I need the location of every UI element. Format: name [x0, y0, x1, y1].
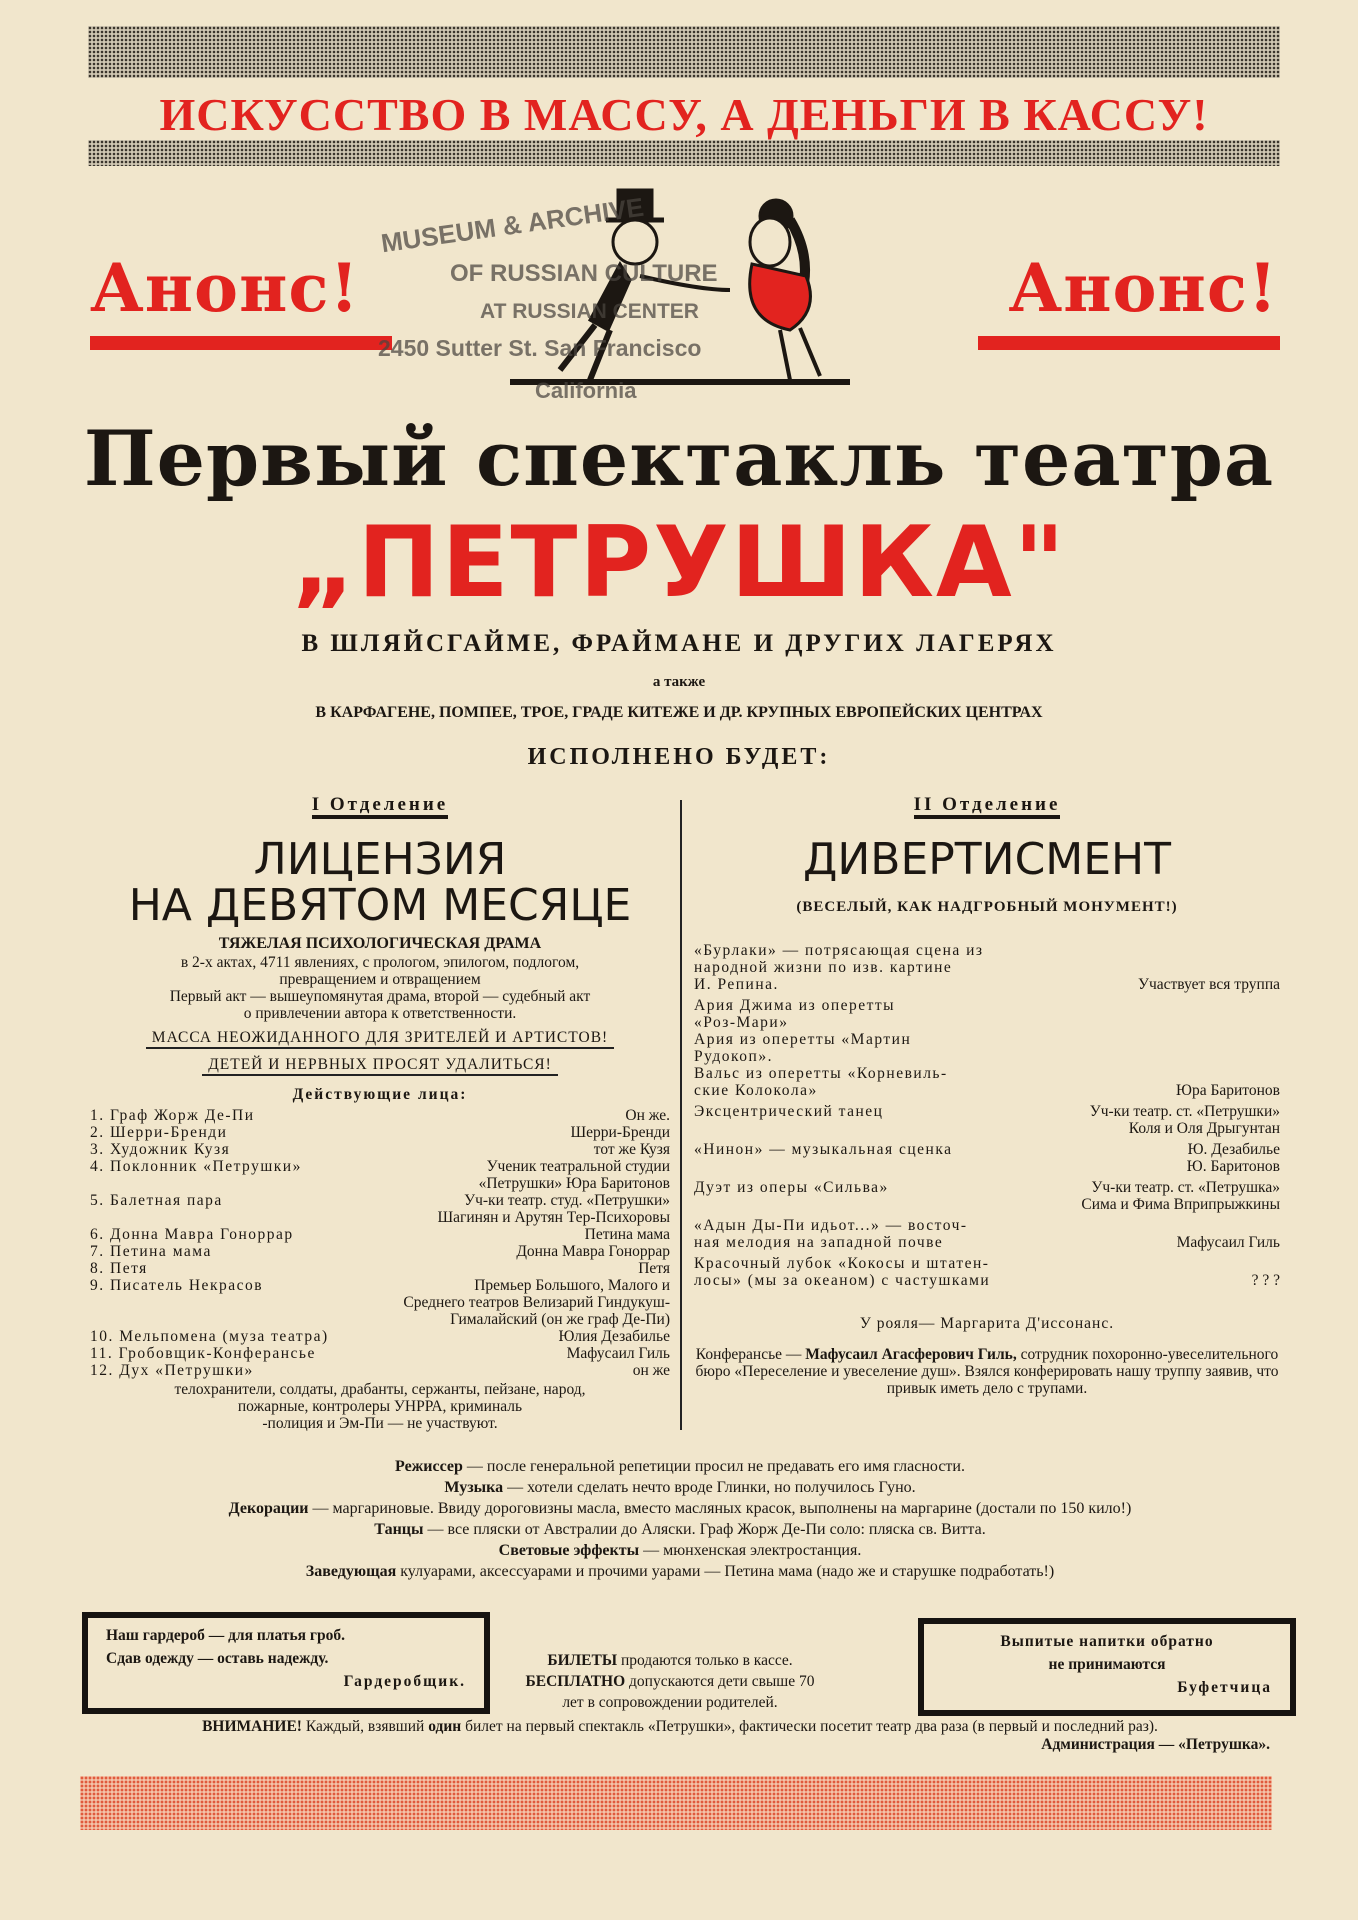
cast-actor: тот же Кузя — [593, 1141, 670, 1158]
column-divider — [680, 800, 682, 1430]
tickets-text: продаются только в кассе. — [620, 1652, 793, 1669]
bottom-dotted-band — [80, 1776, 1272, 1830]
part2-column — [694, 796, 1280, 1397]
stamp-line-4: 2450 Sutter St. San Francisco — [378, 335, 702, 361]
cast-list — [90, 1107, 670, 1379]
anons-right-bar — [978, 336, 1280, 350]
program-performer: Мафусаил Гиль — [1176, 1234, 1280, 1251]
credit-line — [80, 1561, 1280, 1582]
also-text: а также — [652, 674, 706, 690]
slogan: ИСКУССТВО В МАССУ, А ДЕНЬГИ В КАССУ! — [159, 89, 1209, 140]
cast-actor: Донна Мавра Гонорраp — [516, 1243, 670, 1260]
wardrobe-line-2: Сдав одежду — оставь надежду. — [106, 1650, 329, 1667]
cast-role: 7. Петина мама — [90, 1243, 212, 1260]
anons-right: Анонс! — [1008, 249, 1278, 327]
credit-label: Декорации — [228, 1500, 309, 1517]
part1-genre: ТЯЖЕЛАЯ ПСИХОЛОГИЧЕСКАЯ ДРАМА — [218, 935, 542, 952]
tickets-label: БИЛЕТЫ — [547, 1652, 618, 1669]
stamp-line-3: AT RUSSIAN CENTER — [480, 300, 699, 323]
part2-subtitle: (ВЕСЕЛЫЙ, КАК НАДГРОБНЫЙ МОНУМЕНТ!) — [796, 899, 1178, 915]
program-performer: Участвует вся труппа — [1137, 976, 1280, 993]
part1-title-1: ЛИЦЕНЗИЯ — [253, 834, 507, 885]
cast-actor: Юлия Дезабилье — [558, 1328, 670, 1345]
cast-actor: он же — [632, 1362, 670, 1379]
credit-text: — хотели сделать нечто вроде Глинки, но получилось Гуно. — [507, 1479, 916, 1496]
cast-role: 9. Писатель Некрасов — [90, 1277, 264, 1294]
program-act: «Адын Ды-Пи идьот...» — восточ- ная мелодия на западной почве — [694, 1217, 968, 1251]
cast-role: 6. Донна Мавра Гонорраp — [90, 1226, 294, 1243]
top-dotted-band — [88, 26, 1280, 78]
credit-line — [80, 1540, 1280, 1561]
cast-row — [90, 1124, 670, 1141]
credit-text: — все пляски от Австралии до Аляски. Граф Жорж Де-Пи соло: пляска св. Витта. — [427, 1521, 986, 1538]
cast-row — [90, 1192, 670, 1226]
part1-header: I Отделение — [312, 796, 448, 819]
program-performer: Уч-ки театр. ст. «Петрушка» Сима и Фима Вприпрыжкины — [1081, 1179, 1280, 1213]
conferencier-note — [694, 1346, 1280, 1397]
program-act: «Бурлаки» — потрясающая сцена из народной жизни по изв. картине И. Репина. — [694, 942, 984, 993]
program-act: «Нинон» — музыкальная сценка — [694, 1141, 953, 1158]
program-performer: ? ? ? — [1251, 1272, 1280, 1289]
stamp-line-1: MUSEUM & ARCHIVE — [379, 191, 646, 259]
cast-role: 4. Поклонник «Петрушки» — [90, 1158, 302, 1175]
program-row — [694, 1103, 1280, 1137]
piano-credit: У рояля— Маргарита Д'иссонанс. — [859, 1315, 1115, 1332]
drinks-sign: Буфетчица — [1177, 1679, 1272, 1696]
program-act: Ария Джима из оперетты «Роз-Мари» Ария из оперетты «Мартин Рудокоп». Вальс из оперетты «Корневиль- ские Колокола» — [694, 997, 948, 1099]
cast-role: 1. Граф Жорж Де-Пи — [90, 1107, 255, 1124]
production-credits — [80, 1456, 1280, 1582]
program-act: Дуэт из оперы «Сильва» — [694, 1179, 889, 1196]
part1-desc-2: превращением и отвращением — [279, 971, 481, 988]
conferencier-name: Мафусаил Агасферович Гиль, — [805, 1346, 1017, 1363]
stamp-line-2: OF RUSSIAN CULTURE — [450, 260, 718, 287]
part1-desc-3: Первый акт — вышеупомянутая драма, второй — судебный акт — [169, 988, 591, 1005]
free-label: БЕСПЛАТНО — [525, 1673, 626, 1690]
program-row — [694, 942, 1280, 993]
anons-left-bar — [90, 336, 392, 350]
wardrobe-line-1: Наш гардероб — для платья гроб. — [106, 1627, 345, 1644]
notice-admin: Администрация — «Петрушка». — [1041, 1736, 1270, 1753]
credit-line — [80, 1498, 1280, 1519]
title-line-1: Первый спектакль театра — [83, 414, 1275, 503]
credit-text: — после генеральной репетиции просил не предавать его имя гласности. — [466, 1458, 965, 1475]
program-row — [694, 1217, 1280, 1251]
cast-role: 11. Гробовщик-Конферансье — [90, 1345, 316, 1362]
free-text-2: лет в сопровождении родителей. — [562, 1694, 778, 1711]
drinks-line-1: Выпитые напитки обратно — [1000, 1633, 1214, 1650]
cities-text: В КАРФАГЕНЕ, ПОМПЕЕ, ТРОЕ, ГРАДЕ КИТЕЖЕ И ДР. КРУПНЫХ ЕВРОПЕЙСКИХ ЦЕНТРАХ — [315, 704, 1043, 721]
part1-title-2: НА ДЕВЯТОМ МЕСЯЦЕ — [128, 880, 632, 931]
part1-desc-4: о привлечении автора к ответственности. — [243, 1005, 517, 1022]
credit-line — [80, 1519, 1280, 1540]
cast-role: 10. Мельпомена (муза театра) — [90, 1328, 329, 1345]
extras-line-2: пожарные, контролеры УНРРА, криминаль — [237, 1398, 523, 1415]
part1-kids-note: ДЕТЕЙ И НЕРВНЫХ ПРОСЯТ УДАЛИТЬСЯ! — [202, 1055, 558, 1076]
wardrobe-box — [82, 1612, 490, 1714]
cast-header: Действующие лица: — [292, 1086, 468, 1103]
credit-label: Заведующая — [305, 1563, 397, 1580]
program-row — [694, 1255, 1280, 1289]
part2-title: ДИВЕРТИСМЕНТ — [802, 834, 1172, 885]
program-row — [694, 1179, 1280, 1213]
cast-actor: Ученик театральной студии «Петрушки» Юра Баритонов — [478, 1158, 670, 1192]
credit-label: Музыка — [444, 1479, 504, 1496]
cast-row — [90, 1158, 670, 1192]
credit-line — [80, 1456, 1280, 1477]
program-row — [694, 1141, 1280, 1175]
cast-actor: Премьер Большого, Малого и Среднего театров Велизарий Гиндукуш- Гималайский (он же граф Де-Пи) — [403, 1277, 670, 1328]
cast-row — [90, 1243, 670, 1260]
cast-actor: Мафусаил Гиль — [566, 1345, 670, 1362]
program-performer: Ю. Дезабилье Ю. Баритонов — [1186, 1141, 1280, 1175]
cast-role: 12. Дух «Петрушки» — [90, 1362, 254, 1379]
part1-mass-note: МАССА НЕОЖИДАННОГО ДЛЯ ЗРИТЕЛЕЙ И АРТИСТОВ! — [146, 1028, 614, 1049]
tickets-info — [470, 1650, 870, 1713]
cast-actor: Петя — [638, 1260, 670, 1277]
conferencier-text: сотрудник похоронно-увеселительного бюро «Переселение и увеселение душ». Взялся конферировать нашу труппу заявив, что привык иметь дело с трупами. — [695, 1346, 1279, 1397]
performed-heading: ИСПОЛНЕНО БУДЕТ: — [527, 744, 831, 770]
cast-row — [90, 1107, 670, 1124]
subtitle: В ШЛЯЙСГАЙМЕ, ФРАЙМАНЕ И ДРУГИХ ЛАГЕРЯХ — [301, 630, 1057, 657]
cast-role: 8. Петя — [90, 1260, 148, 1277]
cast-role: 2. Шерри-Бренди — [90, 1124, 228, 1141]
cast-row — [90, 1260, 670, 1277]
conferencier-label: Конферансье — — [695, 1346, 802, 1363]
program-performer: Юра Баритонов — [1176, 1082, 1280, 1099]
stamp-line-5: California — [535, 378, 637, 403]
cast-row — [90, 1226, 670, 1243]
notice-label: ВНИМАНИЕ! — [202, 1718, 302, 1735]
drinks-line-2: не принимаются — [1048, 1656, 1166, 1673]
extras-line-1: телохранители, солдаты, драбанты, сержанты, пейзане, народ, — [174, 1381, 586, 1398]
museum-stamp — [370, 191, 840, 410]
cast-row — [90, 1141, 670, 1158]
anons-left: Анонс! — [90, 249, 360, 327]
credit-text: — маргариновые. Ввиду дороговизны масла, вместо масляных красок, выполнены на маргарине (достали по 150 кило!) — [312, 1500, 1132, 1517]
cast-row — [90, 1362, 670, 1379]
cast-role: 5. Балетная пара — [90, 1192, 223, 1209]
part1-column — [90, 796, 670, 1432]
extras-line-3: -полиция и Эм-Пи — не участвуют. — [262, 1415, 498, 1432]
cast-actor: Уч-ки театр. студ. «Петрушки» Шагинян и Арутян Тер-Психоровы — [437, 1192, 670, 1226]
credit-text: кулуарами, аксессуарами и прочими уарами — Петина мама (надо же и старушке подработать!) — [400, 1563, 1055, 1580]
cast-actor: Петина мама — [584, 1226, 670, 1243]
credit-label: Световые эффекты — [498, 1542, 640, 1559]
notice-bold: один — [428, 1718, 462, 1735]
credit-text: — мюнхенская электростанция. — [643, 1542, 862, 1559]
program-act: Красочный лубок «Кокосы и штатен- лосы» (мы за океаном) с частушками — [694, 1255, 991, 1289]
cast-row — [90, 1328, 670, 1345]
credit-line — [80, 1477, 1280, 1498]
program-performer: Уч-ки театр. ст. «Петрушки» Коля и Оля Дрыгунтан — [1089, 1103, 1280, 1137]
wardrobe-sign: Гардеробщик. — [343, 1673, 466, 1690]
part1-desc-1: в 2-х актах, 4711 явлениях, с прологом, эпилогом, подлогом, — [180, 954, 580, 971]
part2-header: II Отделение — [914, 796, 1061, 819]
cast-actor: Он же. — [625, 1107, 670, 1124]
title-line-2: „ПЕТРУШКА" — [291, 506, 1067, 620]
program-row — [694, 997, 1280, 1099]
credit-label: Режиссер — [395, 1458, 463, 1475]
program-list — [694, 942, 1280, 1289]
program-act: Эксцентрический танец — [694, 1103, 884, 1120]
cast-role: 3. Художник Кузя — [90, 1141, 231, 1158]
credit-label: Танцы — [374, 1521, 424, 1538]
cast-row — [90, 1345, 670, 1362]
drinks-box — [918, 1618, 1296, 1716]
notice-text-2: билет на первый спектакль «Петрушки», фактически посетит театр два раза (в первый и последний раз). — [465, 1718, 1158, 1735]
notice-text-1: Каждый, взявший — [305, 1718, 425, 1735]
free-text: допускаются дети свыше 70 — [629, 1673, 815, 1690]
attention-notice — [90, 1718, 1270, 1754]
cast-actor: Шерри-Бренди — [570, 1124, 670, 1141]
cast-row — [90, 1277, 670, 1328]
